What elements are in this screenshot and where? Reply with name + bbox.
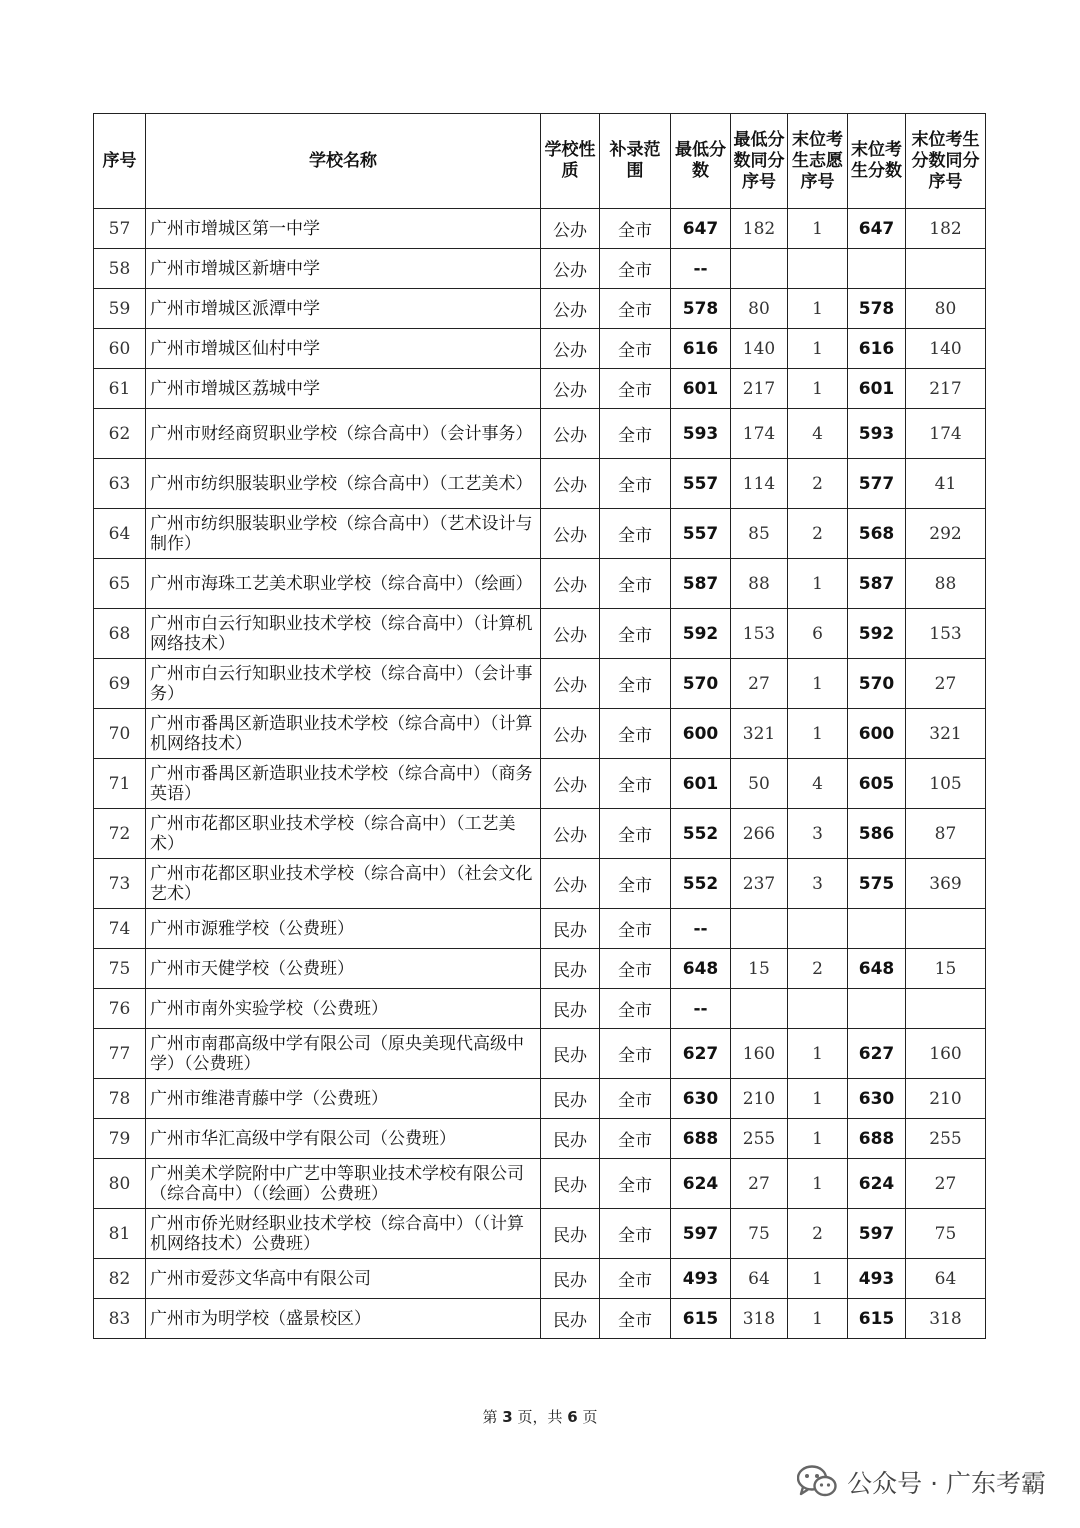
school-type-cell: 公办: [541, 859, 600, 909]
last-wish-order-cell: 1: [788, 1159, 848, 1209]
admission-scope-cell: 全市: [600, 1119, 671, 1159]
row-number-cell: 75: [94, 949, 146, 989]
admission-scope-cell: 全市: [600, 289, 671, 329]
row-number-cell: 77: [94, 1029, 146, 1079]
school-name-cell: 广州市天健学校（公费班）: [146, 949, 541, 989]
min-score-rank-cell: 140: [731, 329, 788, 369]
school-name-cell: 广州市增城区新塘中学: [146, 249, 541, 289]
min-score-rank-cell: 15: [731, 949, 788, 989]
school-type-cell: 公办: [541, 459, 600, 509]
table-row: [94, 459, 986, 509]
admission-scope-cell: 全市: [600, 759, 671, 809]
admission-scope-cell: 全市: [600, 809, 671, 859]
min-score-rank-cell: 318: [731, 1299, 788, 1339]
school-type-cell: 民办: [541, 909, 600, 949]
last-score-cell: 647: [848, 209, 906, 249]
last-wish-order-cell: [788, 249, 848, 289]
min-score-rank-cell: [731, 909, 788, 949]
school-type-cell: 公办: [541, 329, 600, 369]
admission-scope-cell: 全市: [600, 249, 671, 289]
min-score-rank-cell: 266: [731, 809, 788, 859]
school-name-cell: 广州市白云行知职业技术学校（综合高中）（会计事务）: [146, 659, 541, 709]
admission-scope-cell: 全市: [600, 1259, 671, 1299]
school-name-cell: 广州市纺织服装职业学校（综合高中）（艺术设计与制作）: [146, 509, 541, 559]
row-number-cell: 72: [94, 809, 146, 859]
table-row: [94, 659, 986, 709]
school-type-cell: 公办: [541, 409, 600, 459]
last-score-cell: 648: [848, 949, 906, 989]
last-wish-order-cell: 6: [788, 609, 848, 659]
last-score-rank-cell: 15: [906, 949, 986, 989]
table-row: [94, 289, 986, 329]
school-name-cell: 广州市海珠工艺美术职业学校（综合高中）（绘画）: [146, 559, 541, 609]
school-name-cell: 广州市源雅学校（公费班）: [146, 909, 541, 949]
header-cell: 补录范围: [600, 114, 671, 209]
last-wish-order-cell: 1: [788, 1299, 848, 1339]
header-cell: 学校性质: [541, 114, 600, 209]
min-score-cell: 557: [671, 459, 731, 509]
last-score-rank-cell: [906, 989, 986, 1029]
table-row: [94, 1259, 986, 1299]
min-score-rank-cell: 321: [731, 709, 788, 759]
row-number-cell: 70: [94, 709, 146, 759]
min-score-cell: 557: [671, 509, 731, 559]
last-wish-order-cell: 1: [788, 709, 848, 759]
min-score-cell: --: [671, 989, 731, 1029]
school-name-cell: 广州市华汇高级中学有限公司（公费班）: [146, 1119, 541, 1159]
table-row: [94, 509, 986, 559]
row-number-cell: 78: [94, 1079, 146, 1119]
admission-scope-cell: 全市: [600, 609, 671, 659]
min-score-rank-cell: 114: [731, 459, 788, 509]
school-type-cell: 民办: [541, 1079, 600, 1119]
table-row: [94, 709, 986, 759]
min-score-rank-cell: 27: [731, 1159, 788, 1209]
last-score-cell: 575: [848, 859, 906, 909]
school-name-cell: 广州美术学院附中广艺中等职业技术学校有限公司（综合高中）（（绘画）公费班）: [146, 1159, 541, 1209]
school-name-cell: 广州市爱莎文华高中有限公司: [146, 1259, 541, 1299]
table-row: [94, 759, 986, 809]
last-score-rank-cell: 292: [906, 509, 986, 559]
last-wish-order-cell: 2: [788, 1209, 848, 1259]
table-row: [94, 949, 986, 989]
last-score-cell: 616: [848, 329, 906, 369]
admission-scope-cell: 全市: [600, 659, 671, 709]
school-name-cell: 广州市为明学校（盛景校区）: [146, 1299, 541, 1339]
admission-scope-cell: 全市: [600, 409, 671, 459]
row-number-cell: 65: [94, 559, 146, 609]
min-score-cell: 552: [671, 859, 731, 909]
last-score-cell: [848, 989, 906, 1029]
header-cell: 序号: [94, 114, 146, 209]
table-row: [94, 1299, 986, 1339]
row-number-cell: 64: [94, 509, 146, 559]
last-score-cell: 493: [848, 1259, 906, 1299]
min-score-rank-cell: 80: [731, 289, 788, 329]
school-name-cell: 广州市增城区荔城中学: [146, 369, 541, 409]
last-score-cell: 627: [848, 1029, 906, 1079]
table-row: [94, 369, 986, 409]
school-name-cell: 广州市维港青藤中学（公费班）: [146, 1079, 541, 1119]
last-wish-order-cell: 1: [788, 1259, 848, 1299]
last-score-cell: 587: [848, 559, 906, 609]
school-name-cell: 广州市增城区第一中学: [146, 209, 541, 249]
admission-scope-cell: 全市: [600, 509, 671, 559]
last-wish-order-cell: 1: [788, 329, 848, 369]
last-score-rank-cell: 87: [906, 809, 986, 859]
last-score-rank-cell: 217: [906, 369, 986, 409]
last-wish-order-cell: 1: [788, 659, 848, 709]
school-type-cell: 民办: [541, 1259, 600, 1299]
table-row: [94, 1209, 986, 1259]
row-number-cell: 80: [94, 1159, 146, 1209]
min-score-rank-cell: 88: [731, 559, 788, 609]
admission-scope-cell: 全市: [600, 989, 671, 1029]
page-footer: [0, 1406, 1080, 1427]
min-score-cell: --: [671, 909, 731, 949]
school-type-cell: 公办: [541, 289, 600, 329]
table-row: [94, 859, 986, 909]
last-wish-order-cell: [788, 989, 848, 1029]
min-score-rank-cell: [731, 989, 788, 1029]
row-number-cell: 82: [94, 1259, 146, 1299]
last-score-cell: 570: [848, 659, 906, 709]
min-score-rank-cell: 174: [731, 409, 788, 459]
school-type-cell: 公办: [541, 249, 600, 289]
last-score-rank-cell: 27: [906, 659, 986, 709]
last-score-rank-cell: 41: [906, 459, 986, 509]
last-score-cell: 597: [848, 1209, 906, 1259]
admission-scope-cell: 全市: [600, 369, 671, 409]
min-score-rank-cell: 217: [731, 369, 788, 409]
admission-scope-cell: 全市: [600, 459, 671, 509]
school-type-cell: 民办: [541, 949, 600, 989]
header-cell: 最低分数同分序号: [731, 114, 788, 209]
row-number-cell: 81: [94, 1209, 146, 1259]
admission-scope-cell: 全市: [600, 709, 671, 759]
header-cell: 末位考生分数同分序号: [906, 114, 986, 209]
min-score-rank-cell: 85: [731, 509, 788, 559]
row-number-cell: 74: [94, 909, 146, 949]
wechat-icon: [797, 1465, 837, 1499]
min-score-rank-cell: 255: [731, 1119, 788, 1159]
table-row: [94, 249, 986, 289]
table-row: [94, 809, 986, 859]
last-score-cell: 577: [848, 459, 906, 509]
last-wish-order-cell: 1: [788, 369, 848, 409]
min-score-cell: 552: [671, 809, 731, 859]
min-score-rank-cell: 75: [731, 1209, 788, 1259]
school-name-cell: 广州市纺织服装职业学校（综合高中）（工艺美术）: [146, 459, 541, 509]
last-wish-order-cell: 3: [788, 809, 848, 859]
school-type-cell: 公办: [541, 759, 600, 809]
school-type-cell: 民办: [541, 1299, 600, 1339]
last-score-rank-cell: 140: [906, 329, 986, 369]
min-score-cell: 578: [671, 289, 731, 329]
last-wish-order-cell: [788, 909, 848, 949]
school-type-cell: 公办: [541, 709, 600, 759]
last-wish-order-cell: 3: [788, 859, 848, 909]
admission-score-table: [93, 113, 986, 1339]
last-score-rank-cell: 88: [906, 559, 986, 609]
last-score-rank-cell: 27: [906, 1159, 986, 1209]
last-score-rank-cell: 321: [906, 709, 986, 759]
last-score-rank-cell: 64: [906, 1259, 986, 1299]
min-score-cell: 601: [671, 759, 731, 809]
admission-scope-cell: 全市: [600, 859, 671, 909]
watermark-text: 公众号 · 广东考霸: [847, 1469, 1046, 1498]
admission-scope-cell: 全市: [600, 559, 671, 609]
last-score-rank-cell: [906, 909, 986, 949]
last-wish-order-cell: 1: [788, 1029, 848, 1079]
last-wish-order-cell: 1: [788, 209, 848, 249]
school-name-cell: 广州市花都区职业技术学校（综合高中）（工艺美术）: [146, 809, 541, 859]
last-score-cell: 605: [848, 759, 906, 809]
min-score-cell: 587: [671, 559, 731, 609]
last-score-rank-cell: 210: [906, 1079, 986, 1119]
last-score-cell: [848, 909, 906, 949]
min-score-cell: 648: [671, 949, 731, 989]
school-type-cell: 公办: [541, 809, 600, 859]
last-score-cell: 601: [848, 369, 906, 409]
last-wish-order-cell: 2: [788, 459, 848, 509]
school-type-cell: 公办: [541, 509, 600, 559]
last-score-rank-cell: 174: [906, 409, 986, 459]
min-score-cell: 592: [671, 609, 731, 659]
row-number-cell: 83: [94, 1299, 146, 1339]
school-name-cell: 广州市侨光财经职业技术学校（综合高中）（（计算机网络技术）公费班）: [146, 1209, 541, 1259]
row-number-cell: 63: [94, 459, 146, 509]
admission-scope-cell: 全市: [600, 209, 671, 249]
school-name-cell: 广州市番禺区新造职业技术学校（综合高中）（计算机网络技术）: [146, 709, 541, 759]
footer-page-number: 3: [502, 1408, 513, 1426]
last-wish-order-cell: 2: [788, 509, 848, 559]
last-score-rank-cell: 160: [906, 1029, 986, 1079]
admission-scope-cell: 全市: [600, 329, 671, 369]
min-score-cell: 616: [671, 329, 731, 369]
header-cell: 末位考生分数: [848, 114, 906, 209]
min-score-cell: 630: [671, 1079, 731, 1119]
row-number-cell: 73: [94, 859, 146, 909]
row-number-cell: 59: [94, 289, 146, 329]
table-row: [94, 1119, 986, 1159]
admission-scope-cell: 全市: [600, 1209, 671, 1259]
school-name-cell: 广州市增城区派潭中学: [146, 289, 541, 329]
min-score-rank-cell: 182: [731, 209, 788, 249]
table-row: [94, 1159, 986, 1209]
table-header-row: [94, 114, 986, 209]
last-score-cell: 600: [848, 709, 906, 759]
last-wish-order-cell: 1: [788, 1119, 848, 1159]
admission-scope-cell: 全市: [600, 1159, 671, 1209]
last-score-cell: 593: [848, 409, 906, 459]
school-name-cell: 广州市财经商贸职业学校（综合高中）（会计事务）: [146, 409, 541, 459]
admission-scope-cell: 全市: [600, 1079, 671, 1119]
min-score-rank-cell: [731, 249, 788, 289]
min-score-cell: 627: [671, 1029, 731, 1079]
footer-total-pages: 6: [567, 1408, 578, 1426]
min-score-cell: 601: [671, 369, 731, 409]
last-score-cell: 578: [848, 289, 906, 329]
row-number-cell: 57: [94, 209, 146, 249]
school-name-cell: 广州市南外实验学校（公费班）: [146, 989, 541, 1029]
table-row: [94, 909, 986, 949]
row-number-cell: 58: [94, 249, 146, 289]
table-row: [94, 609, 986, 659]
last-score-rank-cell: 369: [906, 859, 986, 909]
school-type-cell: 公办: [541, 369, 600, 409]
min-score-cell: 647: [671, 209, 731, 249]
school-type-cell: 公办: [541, 659, 600, 709]
header-cell: 末位考生志愿序号: [788, 114, 848, 209]
min-score-cell: --: [671, 249, 731, 289]
last-score-cell: 624: [848, 1159, 906, 1209]
row-number-cell: 69: [94, 659, 146, 709]
row-number-cell: 79: [94, 1119, 146, 1159]
min-score-rank-cell: 160: [731, 1029, 788, 1079]
min-score-rank-cell: 64: [731, 1259, 788, 1299]
last-wish-order-cell: 4: [788, 409, 848, 459]
table-row: [94, 559, 986, 609]
row-number-cell: 60: [94, 329, 146, 369]
table-row: [94, 209, 986, 249]
school-name-cell: 广州市南郡高级中学有限公司（原央美现代高级中学）（公费班）: [146, 1029, 541, 1079]
school-type-cell: 民办: [541, 1209, 600, 1259]
school-type-cell: 公办: [541, 559, 600, 609]
footer-middle: 页，共: [517, 1408, 563, 1426]
school-name-cell: 广州市番禺区新造职业技术学校（综合高中）（商务英语）: [146, 759, 541, 809]
last-wish-order-cell: 1: [788, 1079, 848, 1119]
last-score-rank-cell: 80: [906, 289, 986, 329]
last-score-rank-cell: 182: [906, 209, 986, 249]
last-wish-order-cell: 4: [788, 759, 848, 809]
table-row: [94, 1029, 986, 1079]
school-name-cell: 广州市花都区职业技术学校（综合高中）（社会文化艺术）: [146, 859, 541, 909]
school-name-cell: 广州市白云行知职业技术学校（综合高中）（计算机网络技术）: [146, 609, 541, 659]
min-score-rank-cell: 50: [731, 759, 788, 809]
last-score-rank-cell: 105: [906, 759, 986, 809]
watermark: [797, 1464, 1046, 1500]
last-score-cell: 615: [848, 1299, 906, 1339]
last-score-cell: 568: [848, 509, 906, 559]
footer-suffix: 页: [582, 1408, 598, 1426]
school-type-cell: 民办: [541, 989, 600, 1029]
last-wish-order-cell: 2: [788, 949, 848, 989]
min-score-cell: 615: [671, 1299, 731, 1339]
school-type-cell: 民办: [541, 1029, 600, 1079]
row-number-cell: 68: [94, 609, 146, 659]
min-score-rank-cell: 210: [731, 1079, 788, 1119]
min-score-cell: 570: [671, 659, 731, 709]
last-score-cell: 592: [848, 609, 906, 659]
last-score-rank-cell: 255: [906, 1119, 986, 1159]
school-name-cell: 广州市增城区仙村中学: [146, 329, 541, 369]
table-row: [94, 409, 986, 459]
school-type-cell: 公办: [541, 609, 600, 659]
last-score-rank-cell: 153: [906, 609, 986, 659]
min-score-cell: 624: [671, 1159, 731, 1209]
school-type-cell: 民办: [541, 1159, 600, 1209]
min-score-cell: 593: [671, 409, 731, 459]
row-number-cell: 71: [94, 759, 146, 809]
table-row: [94, 329, 986, 369]
min-score-rank-cell: 237: [731, 859, 788, 909]
last-score-cell: [848, 249, 906, 289]
admission-scope-cell: 全市: [600, 1029, 671, 1079]
last-score-cell: 688: [848, 1119, 906, 1159]
admission-scope-cell: 全市: [600, 1299, 671, 1339]
last-score-cell: 586: [848, 809, 906, 859]
header-cell: 最低分数: [671, 114, 731, 209]
table-body: [94, 209, 986, 1339]
school-type-cell: 公办: [541, 209, 600, 249]
last-score-rank-cell: 318: [906, 1299, 986, 1339]
row-number-cell: 61: [94, 369, 146, 409]
table-row: [94, 1079, 986, 1119]
school-type-cell: 民办: [541, 1119, 600, 1159]
last-score-cell: 630: [848, 1079, 906, 1119]
row-number-cell: 62: [94, 409, 146, 459]
min-score-rank-cell: 153: [731, 609, 788, 659]
min-score-cell: 688: [671, 1119, 731, 1159]
last-score-rank-cell: 75: [906, 1209, 986, 1259]
row-number-cell: 76: [94, 989, 146, 1029]
last-wish-order-cell: 1: [788, 289, 848, 329]
min-score-rank-cell: 27: [731, 659, 788, 709]
min-score-cell: 597: [671, 1209, 731, 1259]
table-row: [94, 989, 986, 1029]
last-wish-order-cell: 1: [788, 559, 848, 609]
last-score-rank-cell: [906, 249, 986, 289]
header-cell: 学校名称: [146, 114, 541, 209]
min-score-cell: 493: [671, 1259, 731, 1299]
admission-scope-cell: 全市: [600, 909, 671, 949]
min-score-cell: 600: [671, 709, 731, 759]
admission-scope-cell: 全市: [600, 949, 671, 989]
footer-prefix: 第: [482, 1408, 498, 1426]
